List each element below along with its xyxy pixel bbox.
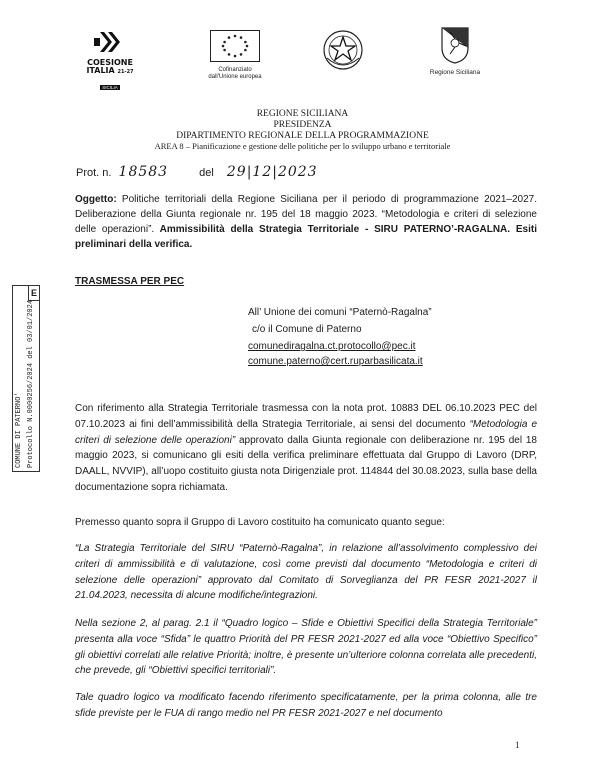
italian-emblem-icon bbox=[321, 28, 365, 72]
protocol-del-label: del bbox=[199, 167, 214, 179]
body-paragraph-2: Premesso quanto sopra il Gruppo di Lavoro costituito ha comunicato quanto segue: bbox=[75, 517, 445, 528]
republic-emblem bbox=[318, 28, 368, 77]
coesione-years: 21-27 bbox=[117, 69, 134, 75]
trinacria-shield-icon bbox=[440, 26, 470, 64]
body-paragraph-3: “La Strategia Territoriale del SIRU “Paternò-Ragalna”, in relazione all’assolvimento complessivo dei criteri di ammissibilità e di valutazione, così come previsti dal documento “Metodologia e criteri di selezione delle operazioni” approvato dal Comitato di Sorveglianza del PR FESR 2021-2027 il 21.04.2023, necessita di alcune modifiche/integrazioni. bbox=[75, 543, 537, 602]
protocol-label: Prot. n. bbox=[76, 167, 112, 179]
protocol-number: 18583 bbox=[118, 164, 169, 180]
body-paragraph-5: Tale quadro logico va modificato facendo riferimento specificatamente, per la prima colonna, alle tre sfide previste per le FUA di rango medio nel PR FESR 2021-2027 e nel documento bbox=[75, 692, 537, 719]
regione-logo bbox=[420, 26, 490, 76]
body-p1-c: approvato dalla Giunta regionale con deliberazione nr. 195 del 18 maggio 2023, si comunicano gli esiti della verifica preliminare effettuata dal Gruppo di Lavoro (DRP, DAALL, NVVIP), all’uopo costituito giusta nota Dirigenziale prot. 114844 del 30.08.2023, sulla base della documentazione sopra richiamata. bbox=[75, 434, 537, 493]
stamp-letter: E bbox=[28, 286, 39, 301]
stamp-comune: COMUNE DI PATERNO' bbox=[15, 392, 23, 468]
recipient-email-1[interactable]: comunediragalna.ct.protocollo@pec.it bbox=[248, 341, 416, 352]
page-number: 1 bbox=[515, 740, 520, 750]
eu-caption-1: Cofinanziato bbox=[218, 67, 252, 73]
recipient-line2: c/o il Comune di Paterno bbox=[252, 324, 362, 335]
recipient-email-2[interactable]: comune.paterno@cert.ruparbasilicata.it bbox=[248, 356, 423, 367]
protocol-line bbox=[76, 164, 318, 180]
eu-caption-2: dall'Unione europea bbox=[208, 74, 262, 80]
coesione-line1: COESIONE bbox=[87, 58, 133, 67]
header-dipartimento: DIPARTIMENTO REGIONALE DELLA PROGRAMMAZIONE bbox=[176, 131, 429, 141]
body-paragraph-4: Nella sezione 2, al parag. 2.1 il “Quadro logico – Sfide e Obiettivi Specifici della Strategia Territoriale” presenta alla voce “Sfida” le quattro Priorità del PR FESR 2021-2027 ed alla voce “Obiettivo Specifico” gli obiettivi correlati alle relative Priorità; inoltre, è presente un’ulteriore colonna correlata alle precedenti, che prevede, gli “Obiettivi specifici territoriali”. bbox=[75, 618, 537, 677]
eu-logo bbox=[195, 30, 275, 81]
oggetto-text: Politiche territoriali della Regione Siciliana per il periodo di programmazione 2021–2027. Deliberazione della Giunta regionale nr. 195 del 18 maggio 2023. “Metodologia e criteri di selezione delle operazioni”. bbox=[75, 194, 537, 235]
coesione-line2: ITALIA bbox=[86, 66, 115, 75]
oggetto-text-bold: Ammissibilità della Strategia Territoriale - SIRU PATERNO’-RAGALNA. Esiti preliminari della verifica. bbox=[75, 224, 537, 250]
body-p1-a: Con riferimento alla Strategia Territoriale trasmessa con la nota prot. 10883 DEL 06.10.2023 PEC del 07.10.2023 ai fini dell’ammissibilità della Strategia Territoriale, ai sensi del documento bbox=[75, 403, 537, 430]
coesione-logo bbox=[80, 30, 140, 94]
eu-flag-icon bbox=[210, 30, 260, 62]
oggetto-label: Oggetto: bbox=[75, 194, 117, 205]
header-area: AREA 8 – Pianificazione e gestione delle politiche per lo sviluppo urbano e territoriale bbox=[154, 141, 451, 151]
body-p1-b: “Metodologia e criteri di selezione delle operazioni” bbox=[75, 418, 538, 446]
regione-caption: Regione Siciliana bbox=[429, 69, 481, 76]
coesione-arrows-icon bbox=[90, 30, 130, 54]
trasmessa-per-pec: TRASMESSA PER PEC bbox=[75, 276, 185, 287]
header-regione: REGIONE SICILIANA bbox=[256, 109, 349, 119]
protocol-date: 29|12|2023 bbox=[226, 164, 318, 180]
oggetto-paragraph bbox=[75, 192, 537, 252]
header-presidenza: PRESIDENZA bbox=[273, 120, 332, 130]
stamp-protocollo: Protocollo N.0000256/2024 del 03/01/2024 bbox=[27, 299, 35, 468]
coesione-tag: SICILIA bbox=[102, 85, 118, 90]
recipient-line1: All’ Unione dei comuni “Paternò-Ragalna” bbox=[248, 307, 432, 318]
body-paragraph-1 bbox=[75, 401, 537, 496]
protocol-side-stamp bbox=[12, 285, 40, 472]
